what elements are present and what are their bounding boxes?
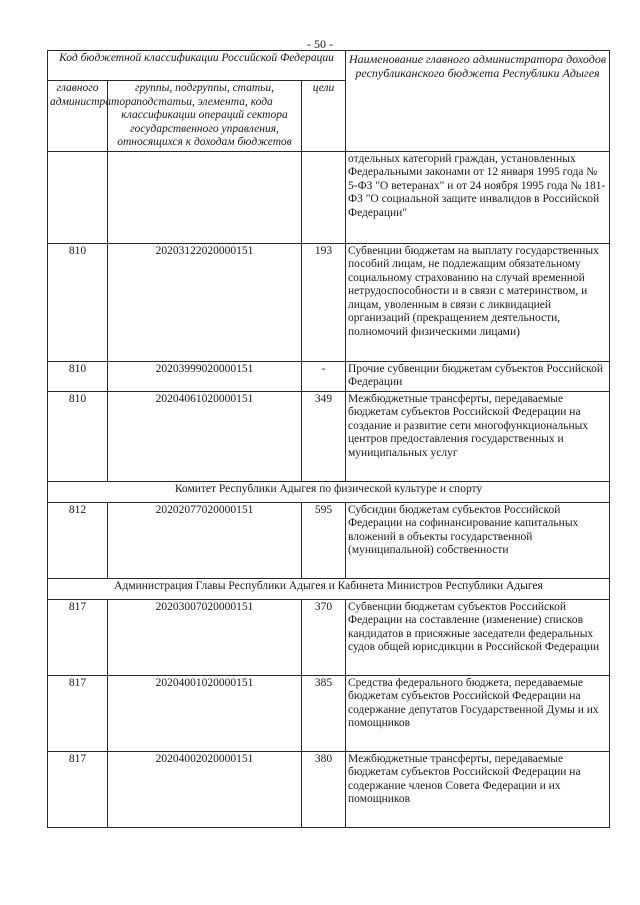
table-row <box>48 751 610 827</box>
groups-column-header: группы, подгруппы, статьи, подстатьи, элемента, кода классификации операций сектора государственного управления, относящихся к доходам бюджетов <box>108 81 302 152</box>
purpose-code-cell: 380 <box>302 751 346 827</box>
admin-code-cell: 817 <box>48 751 108 827</box>
purpose-code-cell: 385 <box>302 675 346 751</box>
administrator-name-header: Наименование главного администратора доходов республиканского бюджета Республики Адыгея <box>346 51 610 152</box>
admin-code-cell: 817 <box>48 675 108 751</box>
classification-code-cell: 20203999020000151 <box>108 361 302 391</box>
description-cell: Субвенции бюджетам на выплату государственных пособий лицам, не подлежащим обязательному социальному страхованию на случай временной нетрудоспособности и в связи с материнством, и лицам, уволенным в связи с ликвидацией организаций (прекращением деятельности, полномочий физическими лицами) <box>346 243 610 361</box>
classification-code-cell <box>108 151 302 243</box>
page-number: - 50 - <box>307 37 333 51</box>
description-cell: Субсидии бюджетам субъектов Российской Федерации на софинансирование капитальных вложений в объекты государственной (муниципальной) собственности <box>346 502 610 578</box>
table-row <box>48 243 610 361</box>
classification-code-cell: 20203122020000151 <box>108 243 302 361</box>
table-row <box>48 391 610 481</box>
classification-code-cell: 20204001020000151 <box>108 675 302 751</box>
description-cell: Субвенции бюджетам субъектов Российской Федерации на составление (изменение) списков кандидатов в присяжные заседатели федеральных судов общей юрисдикции в Российской Федерации <box>346 599 610 675</box>
purpose-code-cell: 595 <box>302 502 346 578</box>
code-group-header: Код бюджетной классификации Российской Федерации <box>48 51 346 81</box>
admin-code-cell: 810 <box>48 391 108 481</box>
admin-code-cell: 812 <box>48 502 108 578</box>
admin-code-cell <box>48 151 108 243</box>
classification-code-cell: 20202077020000151 <box>108 502 302 578</box>
table-row <box>48 361 610 391</box>
purpose-code-cell: 370 <box>302 599 346 675</box>
purpose-code-cell: - <box>302 361 346 391</box>
section-title: Комитет Республики Адыгея по физической культуре и спорту <box>48 481 610 502</box>
section-title: Администрация Главы Республики Адыгея и Кабинета Министров Республики Адыгея <box>48 578 610 599</box>
description-cell: отдельных категорий граждан, установленных Федеральными законами от 12 января 1995 года № 5-ФЗ "О ветеранах" и от 24 ноября 1995 года № 181-ФЗ "О социальной защите инвалидов в Российской Федерации" <box>346 151 610 243</box>
description-cell: Прочие субвенции бюджетам субъектов Российской Федерации <box>346 361 610 391</box>
section-header-row <box>48 578 610 599</box>
description-cell: Межбюджетные трансферты, передаваемые бюджетам субъектов Российской Федерации на содержание членов Совета Федерации и их помощников <box>346 751 610 827</box>
admin-code-cell: 810 <box>48 243 108 361</box>
description-cell: Межбюджетные трансферты, передаваемые бюджетам субъектов Российской Федерации на создание и развитие сети многофункциональных центров предоставления государственных и муниципальных услуг <box>346 391 610 481</box>
purpose-code-cell: 193 <box>302 243 346 361</box>
purpose-code-cell: 349 <box>302 391 346 481</box>
purpose-code-cell <box>302 151 346 243</box>
admin-code-cell: 817 <box>48 599 108 675</box>
table-row <box>48 502 610 578</box>
admin-code-cell: 810 <box>48 361 108 391</box>
table-row <box>48 675 610 751</box>
classification-code-cell: 20204061020000151 <box>108 391 302 481</box>
budget-classification-table <box>47 50 610 828</box>
purpose-column-header: цели <box>302 81 346 152</box>
table-header-row <box>48 51 610 81</box>
classification-code-cell: 20204002020000151 <box>108 751 302 827</box>
admin-column-header: главного администратора <box>48 81 108 152</box>
classification-code-cell: 20203007020000151 <box>108 599 302 675</box>
table-row <box>48 599 610 675</box>
section-header-row <box>48 481 610 502</box>
description-cell: Средства федерального бюджета, передаваемые бюджетам субъектов Российской Федерации на содержание депутатов Государственной Думы и их помощников <box>346 675 610 751</box>
table-row <box>48 151 610 243</box>
